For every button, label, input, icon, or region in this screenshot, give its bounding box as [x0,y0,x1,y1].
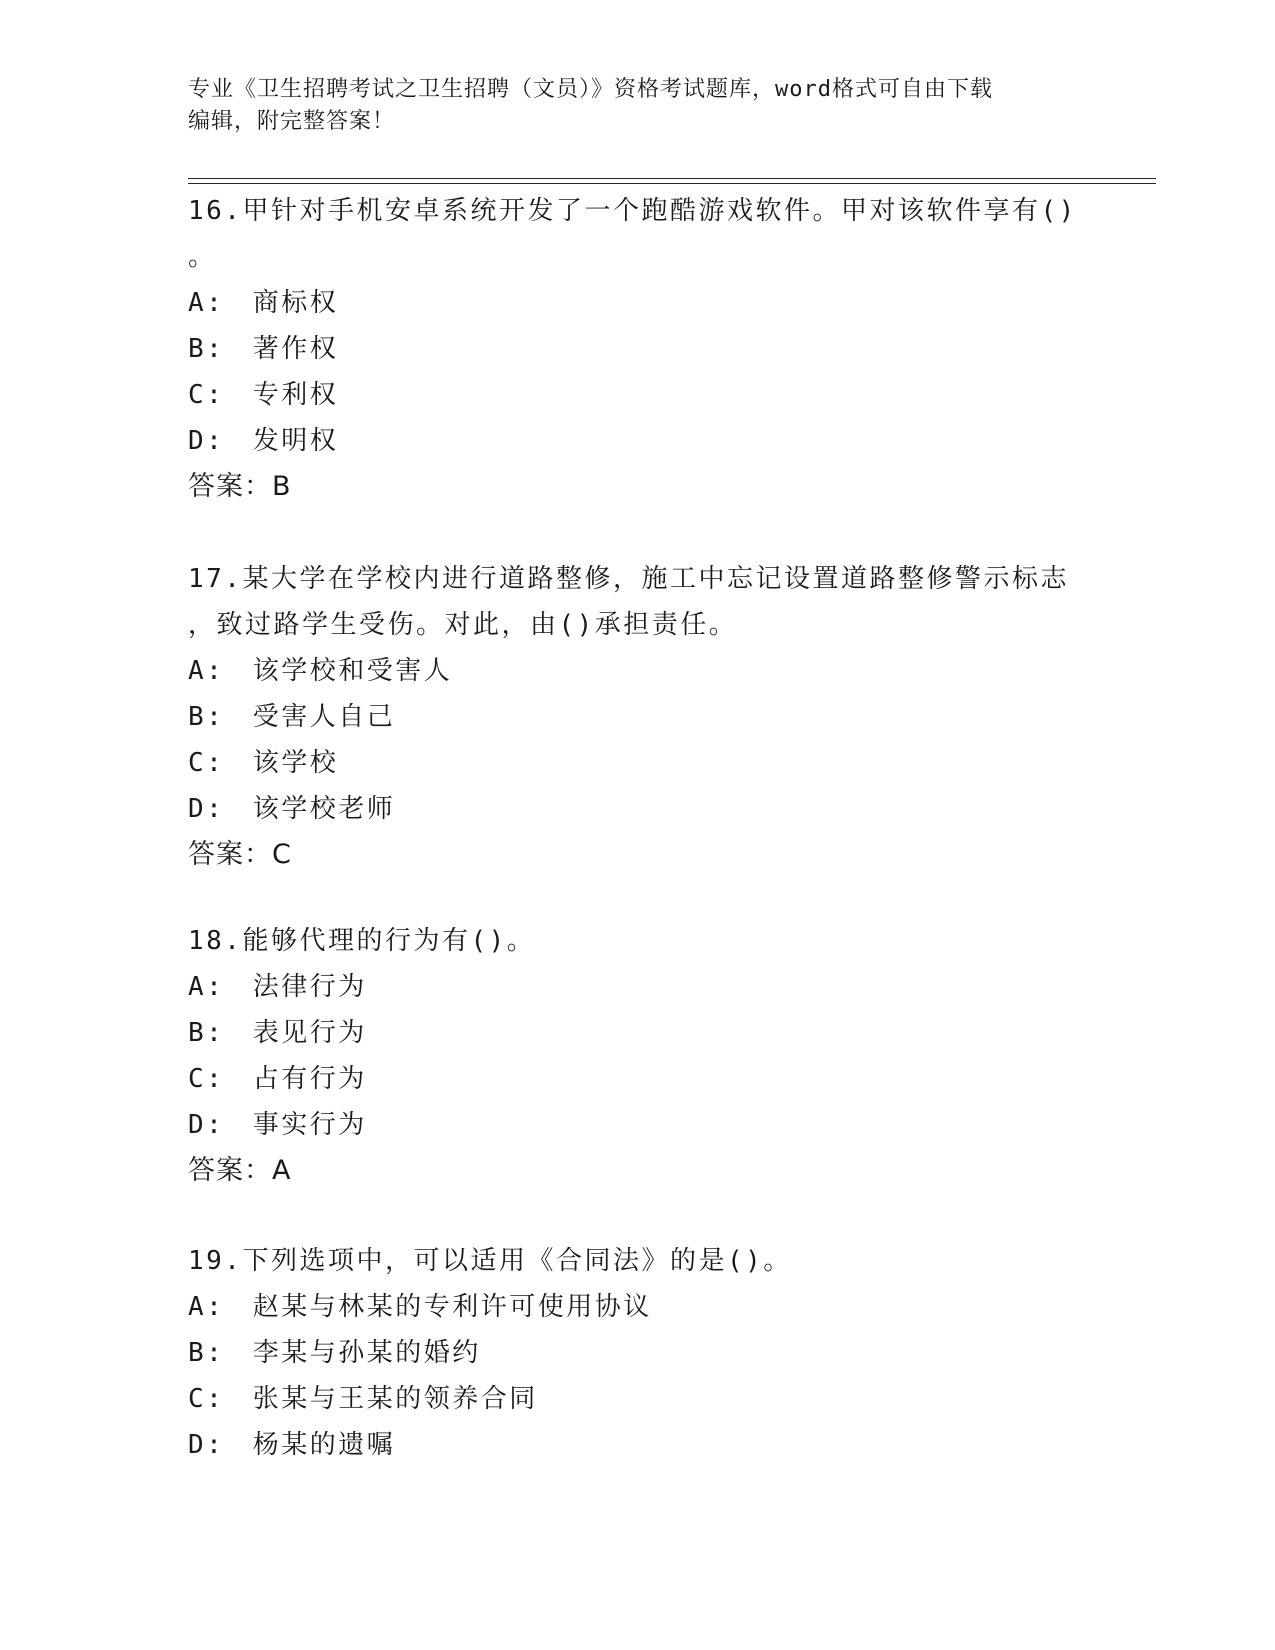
option-a: A: 该学校和受害人 [188,656,453,686]
option-b: B: 受害人自己 [188,702,396,732]
header-line-2: 编辑，附完整答案！ [188,109,396,134]
answer-line: 答案：B [188,471,292,502]
option-b: B: 著作权 [188,334,339,364]
option-c: C: 张某与王某的领养合同 [188,1384,538,1414]
option-c: C: 该学校 [188,748,339,778]
option-a: A: 商标权 [188,288,339,318]
question-text-line: ，致过路学生受伤。对此，由()承担责任。 [188,610,738,640]
header-divider-top [188,178,1156,179]
question-text-line: 。 [188,242,217,272]
option-c: C: 占有行为 [188,1064,367,1094]
header-line-1: 专业《卫生招聘考试之卫生招聘（文员）》资格考试题库，word格式可自由下载 [188,77,993,102]
question-text-line: 18.能够代理的行为有()。 [188,926,536,956]
answer-line: 答案：A [188,1155,292,1186]
header-divider-bottom [188,183,1156,184]
option-d: D: 该学校老师 [188,794,396,824]
option-d: D: 事实行为 [188,1110,367,1140]
document-header [188,74,1068,138]
question-18 [188,918,1088,1194]
question-text-line: 19.下列选项中，可以适用《合同法》的是()。 [188,1246,792,1276]
option-a: A: 法律行为 [188,972,367,1002]
question-17 [188,556,1088,878]
option-a: A: 赵某与林某的专利许可使用协议 [188,1292,652,1322]
option-d: D: 杨某的遗嘱 [188,1430,396,1460]
option-d: D: 发明权 [188,426,339,456]
question-text-line: 17.某大学在学校内进行道路整修，施工中忘记设置道路整修警示标志 [188,564,1069,594]
option-c: C: 专利权 [188,380,339,410]
question-16 [188,188,1088,510]
question-19 [188,1238,1088,1468]
question-text-line: 16.甲针对手机安卓系统开发了一个跑酷游戏软件。甲对该软件享有() [188,196,1077,226]
option-b: B: 李某与孙某的婚约 [188,1338,481,1368]
option-b: B: 表见行为 [188,1018,367,1048]
answer-line: 答案：C [188,839,292,870]
